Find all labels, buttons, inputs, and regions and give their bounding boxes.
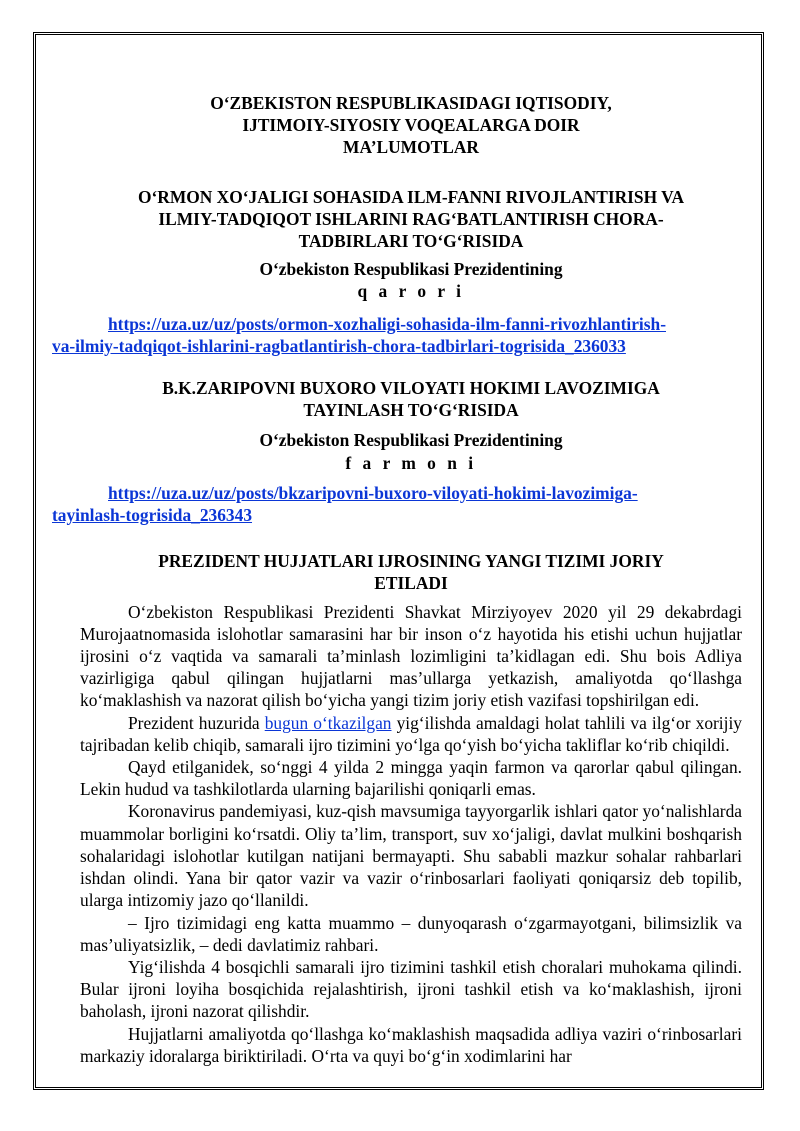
inline-link[interactable]: bugun o‘tkazilgan [264,712,392,733]
paragraph [80,712,742,756]
paragraph-text: Prezident huzurida [128,712,265,733]
source-link-line-2[interactable]: tayinlash-togrisida_236343 [52,505,253,526]
document-type-label: f a r m o n i [345,452,477,473]
section-heading-line-2: TAYINLASH TO‘G‘RISIDA [303,400,519,421]
section-forestry-decree [52,186,742,357]
section-heading-line-3: TADBIRLARI TO‘G‘RISIDA [298,231,524,252]
section-heading-line-1: PREZIDENT HUJJATLARI IJROSINING YANGI TIZIMI JORIY [158,551,664,572]
section-president-documents [80,550,742,1067]
document-body [52,92,742,1067]
source-link-line-1[interactable]: https://uza.uz/uz/posts/bkzaripovni-buxoro-viloyati-hokimi-lavozimiga- [108,482,638,503]
paragraph: Koronavirus pandemiyasi, kuz-qish mavsumiga tayyorgarlik ishlari qator yo‘nalishlarda muammolar borligini ko‘rsatdi. Oliy ta’lim, transport, suv xo‘jaligi, davlat mulkini boshqarish sohalaridagi islohotlar kutilgan natijani bermayapti. Shu sababli mazkur sohalar rahbarlari ishdan olindi. Yana bir qator vazir va vazir o‘rinbosarlari faoliyati qoniqarsiz deb topilib, ularga intizomiy jazo qo‘llanildi. [80,801,742,911]
section-governor-appointment [52,377,742,526]
paragraph: O‘zbekiston Respublikasi Prezidenti Shavkat Mirziyoyev 2020 yil 29 dekabrdagi Murojaatnomasida islohotlar samarasini har bir inson o‘z hayotida his etishi uchun hujjatlar ijrosini o‘z vaqtida va samarali ta’minlash lozimligini ta’kidlagan edi. Shu bois Adliya vazirligiga qabul qilingan hujjatlarni mas’ullarga yetkazish, amaliyotda qo‘llashga ko‘maklashish va nazorat qilish bo‘yicha yangi tizim joriy etish vazifasi topshirilgan edi. [80,601,742,711]
page-title-line-2: IJTIMOIY-SIYOSIY VOQEALARGA DOIR [242,115,580,136]
issuer-label: O‘zbekiston Respublikasi Prezidentining [259,259,563,280]
page-title-line-1: O‘ZBEKISTON RESPUBLIKASIDAGI IQTISODIY, [210,93,612,113]
source-link-line-2[interactable]: va-ilmiy-tadqiqot-ishlarini-ragbatlantirish-chora-tadbirlari-togrisida_236033 [52,335,626,356]
section-heading-line-2: ETILADI [374,573,448,594]
section-heading-line-2: ILMIY-TADQIQOT ISHLARINI RAG‘BATLANTIRISH CHORA- [158,208,664,229]
source-link-line-1[interactable]: https://uza.uz/uz/posts/ormon-xozhaligi-sohasida-ilm-fanni-rivozhlantirish- [108,313,666,334]
document-type-label: q a r o r i [357,281,465,302]
section-heading-line-1: O‘RMON XO‘JALIGI SOHASIDA ILM-FANNI RIVOJLANTIRISH VA [137,186,685,207]
issuer-label: O‘zbekiston Respublikasi Prezidentining [259,430,563,451]
source-link[interactable] [52,482,742,526]
paragraph: Yig‘ilishda 4 bosqichli samarali ijro tizimini tashkil etish choralari muhokama qilindi. Bular ijroni loyiha bosqichida rejalashtirish, ijroni tashkil etish va ko‘maklashish, ijroni baholash, ijroni nazorat qilishdir. [80,956,742,1022]
paragraph-text: yig‘ilishda amaldagi holat tahlili va ilg‘or xorijiy tajribadan kelib chiqib, samarali ijro tizimini yo‘lga qo‘yish bo‘yicha takliflar ko‘rib chiqildi. [80,712,742,755]
source-link[interactable] [52,313,742,357]
paragraph: Hujjatlarni amaliyotda qo‘llashga ko‘maklashish maqsadida adliya vaziri o‘rinbosarlari markaziy idoralarga biriktiriladi. O‘rta va quyi bo‘g‘in xodimlarini har [80,1023,742,1066]
paragraph: Qayd etilganidek, so‘nggi 4 yilda 2 mingga yaqin farmon va qarorlar qabul qilingan. Lekin hudud va tashkilotlarda ularning bajarilishi qoniqarli emas. [80,757,742,800]
page-title-line-3: MA’LUMOTLAR [343,137,479,158]
section-heading-line-1: B.K.ZARIPOVNI BUXORO VILOYATI HOKIMI LAVOZIMIGA [162,378,660,399]
paragraph: – Ijro tizimidagi eng katta muammo – dunyoqarash o‘zgarmayotgani, bilimsizlik va mas’uliyatsizlik, – dedi davlatimiz rahbari. [80,912,742,955]
